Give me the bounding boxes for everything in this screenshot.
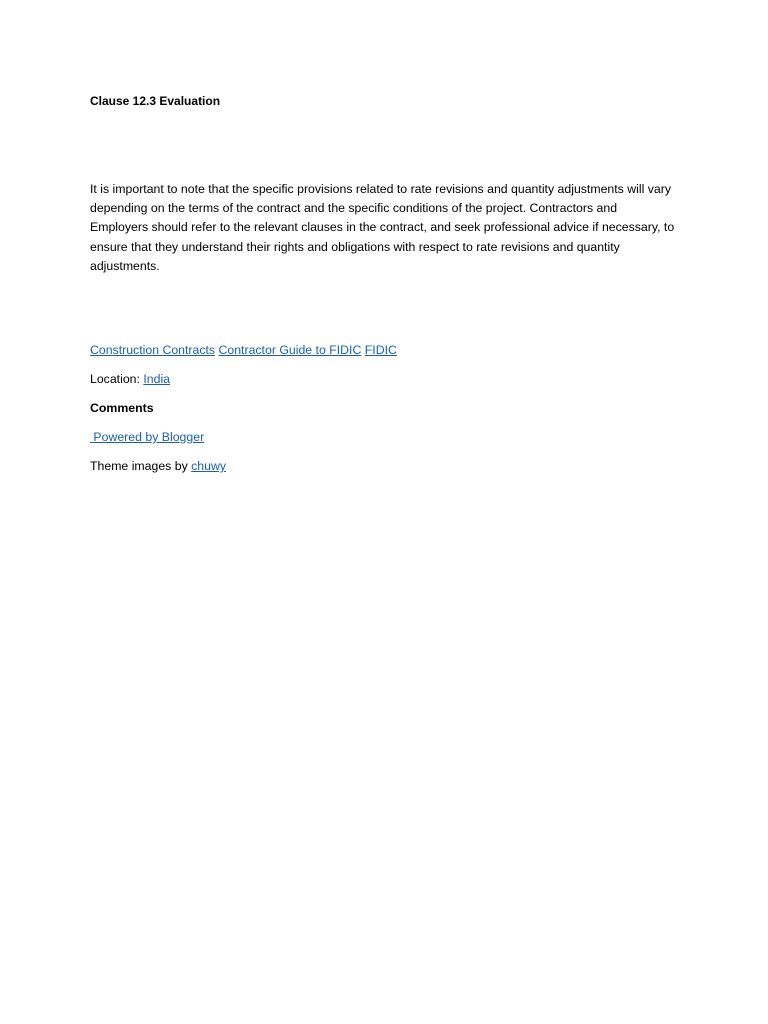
- theme-author-link[interactable]: chuwy: [191, 459, 227, 473]
- post-title: Clause 12.3 Evaluation: [90, 94, 221, 108]
- powered-by: [90, 430, 204, 444]
- label-link-construction-contracts[interactable]: Construction Contracts: [90, 343, 216, 357]
- label-link-fidic[interactable]: FIDIC: [364, 343, 397, 357]
- location-label: Location:: [90, 372, 140, 386]
- powered-by-label: Powered by Blogger: [93, 430, 205, 444]
- post-labels: [90, 343, 397, 357]
- comments-heading: Comments: [90, 401, 154, 415]
- label-link-contractor-guide-fidic[interactable]: Contractor Guide to FIDIC: [218, 343, 362, 357]
- theme-credit: [90, 459, 226, 473]
- powered-by-blogger-link[interactable]: [90, 430, 204, 444]
- post-body: It is important to note that the specific provisions related to rate revisions and quantity adjustments will vary depending on the terms of the contract and the specific conditions of the project. Contractors and Employers should refer to the relevant clauses in the contract, and seek professional advice if necessary, to ensure that they understand their rights and obligations with respect to rate revisions and quantity adjustments.: [90, 182, 675, 273]
- theme-credit-label: Theme images by: [90, 459, 188, 473]
- location-link[interactable]: India: [143, 372, 171, 386]
- post-location: [90, 372, 170, 386]
